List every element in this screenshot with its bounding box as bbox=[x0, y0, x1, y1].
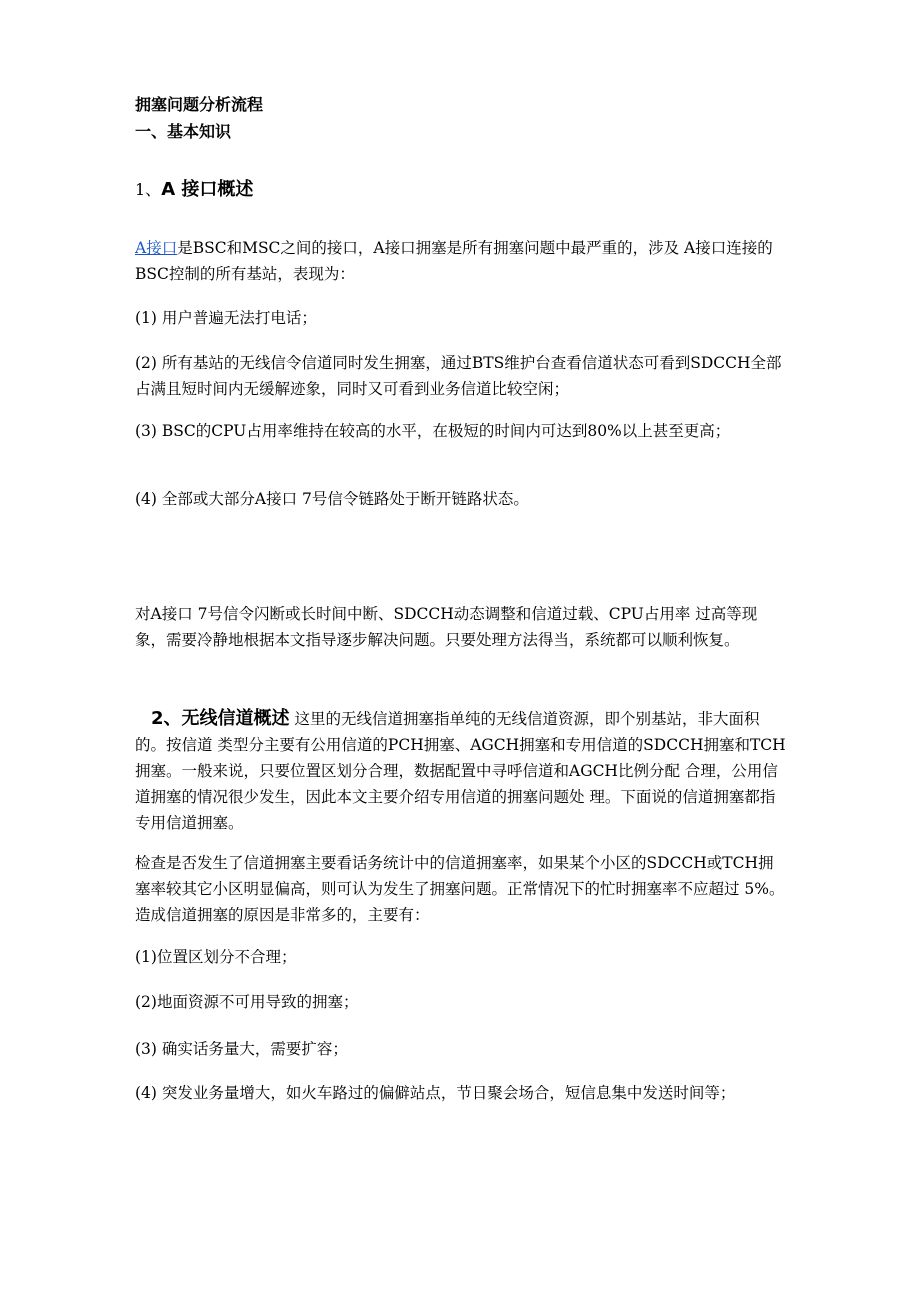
list-item-b-2: (2)地面资源不可用导致的拥塞； bbox=[135, 993, 359, 1011]
subheading-wireless-channel: 2、无线信道概述 bbox=[151, 708, 290, 729]
paragraph-congestion-check: 检查是否发生了信道拥塞主要看话务统计中的信道拥塞率，如果某个小区的SDCCH或TCH拥塞率较其它小区明显偏高，则可认为发生了拥塞问题。正常情况下的忙时拥塞率不应超过 5%。造成信道拥塞的原因是非常多的，主要有： bbox=[135, 854, 785, 924]
list-item-b-1: (1)位置区划分不合理； bbox=[135, 948, 297, 966]
list-item-b-4: (4) 突发业务量增大，如火车路过的偏僻站点，节日聚会场合，短信息集中发送时间等； bbox=[135, 1084, 736, 1102]
subheading-a-interface bbox=[135, 175, 253, 201]
subheading-number: 1、 bbox=[135, 180, 162, 199]
list-item-a-1: (1) 用户普遍无法打电话； bbox=[135, 309, 317, 327]
subheading-title: A 接口概述 bbox=[161, 179, 254, 200]
list-item-a-2: (2) 所有基站的无线信令信道同时发生拥塞，通过BTS维护台查看信道状态可看到SDCCH全部占满且短时间内无缓解迹象，同时又可看到业务信道比较空闲； bbox=[135, 354, 782, 398]
document-title: 拥塞问题分析流程 bbox=[135, 95, 264, 114]
section-heading-basic-knowledge: 一、基本知识 bbox=[135, 122, 232, 141]
list-item-b-3: (3) 确实话务量大，需要扩容； bbox=[135, 1040, 348, 1058]
paragraph-text: 是BSC和MSC之间的接口，A接口拥塞是所有拥塞问题中最严重的，涉及 A接口连接的BSC控制的所有基站，表现为： bbox=[135, 239, 773, 283]
a-interface-link[interactable]: A接口 bbox=[135, 239, 178, 257]
paragraph-a-interface-recovery: 对A接口 7号信令闪断或长时间中断、SDCCH动态调整和信道过载、CPU占用率 过高等现象，需要冷静地根据本文指导逐步解决问题。只要处理方法得当，系统都可以顺利恢复。 bbox=[135, 605, 758, 649]
list-item-a-4: (4) 全部或大部分A接口 7号信令链路处于断开链路状态。 bbox=[135, 490, 529, 508]
list-item-a-3: (3) BSC的CPU占用率维持在较高的水平，在极短的时间内可达到80%以上甚至更高； bbox=[135, 422, 731, 440]
paragraph-text: 这里的无线信道拥塞指单纯的无线信道资源，即个别基站，非大面积的。按信道 类型分主要有公用信道的PCH拥塞、AGCH拥塞和专用信道的SDCCH拥塞和TCH 拥塞。一般来说，只要位置区划分合理，数据配置中寻呼信道和AGCH比例分配 合理，公用信道拥塞的情况很少发生，因此本文主要介绍专用信道的拥塞问题处 理。下面说的信道拥塞都指专用信道拥塞。 bbox=[135, 710, 786, 832]
paragraph-wireless-channel-overview bbox=[135, 706, 787, 836]
paragraph-a-interface-intro bbox=[135, 235, 787, 287]
